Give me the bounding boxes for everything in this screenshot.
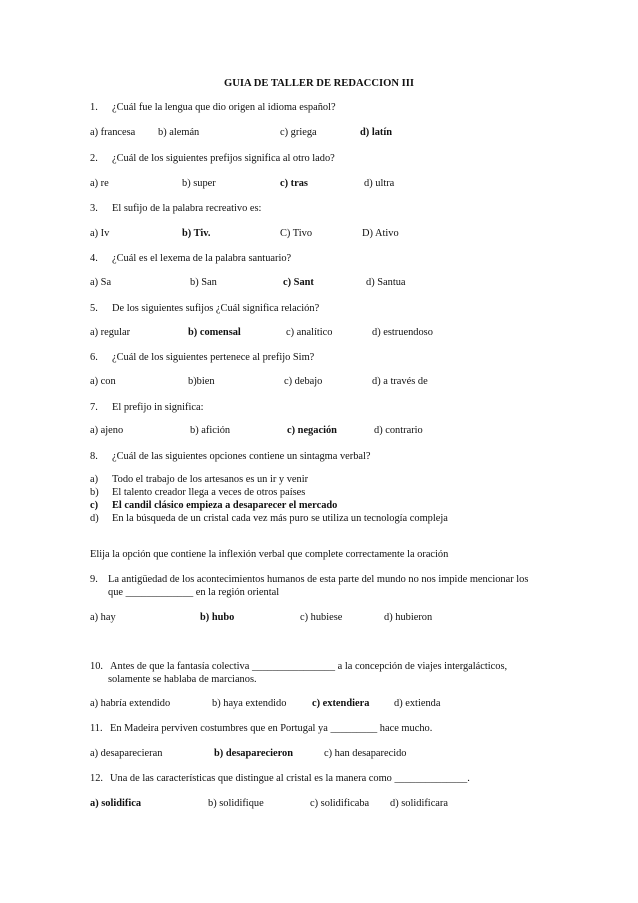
option-b-correct: b) desaparecieron bbox=[214, 748, 293, 759]
question-text: ¿Cuál fue la lengua que dio origen al idioma español? bbox=[112, 102, 336, 113]
option-d: d) contrario bbox=[374, 425, 423, 436]
question-text: ¿Cuál de los siguientes pertenece al prefijo Sim? bbox=[112, 352, 315, 363]
option-b: b)bien bbox=[188, 376, 215, 387]
option-c: c) griega bbox=[280, 127, 317, 138]
option-c-correct: c) Sant bbox=[283, 277, 314, 288]
q9-text-line2: que _____________ en la región oriental bbox=[108, 587, 280, 598]
option-b-correct: b) Tiv. bbox=[182, 228, 211, 239]
option-d-correct: d) latín bbox=[360, 127, 393, 138]
q12-text: Una de las características que distingue al cristal es la manera como ______________. bbox=[110, 773, 470, 784]
q9-number: 9. bbox=[90, 574, 98, 585]
question-number: 4. bbox=[90, 253, 98, 264]
option-text: En la búsqueda de un cristal cada vez más puro se utiliza un tecnología compleja bbox=[112, 513, 448, 524]
option-c: C) Tivo bbox=[280, 228, 313, 239]
option-b: b) afición bbox=[190, 425, 231, 436]
option-c-correct: c) extendiera bbox=[312, 698, 370, 709]
q11-number: 11. bbox=[90, 723, 103, 734]
question-number: 7. bbox=[90, 402, 98, 413]
option-d: d) estruendoso bbox=[372, 327, 433, 338]
option-a: a) re bbox=[90, 178, 109, 189]
option-a: a) ajeno bbox=[90, 425, 124, 436]
question-number: 1. bbox=[90, 102, 98, 113]
question-number: 2. bbox=[90, 153, 98, 164]
option-label: c) bbox=[90, 500, 99, 511]
q10-number: 10. bbox=[90, 661, 103, 672]
document-title: GUIA DE TALLER DE REDACCION III bbox=[223, 78, 415, 89]
q9-text-line1: La antigüedad de los acontecimientos humanos de esta parte del mundo no nos impide mencionar los bbox=[108, 574, 529, 585]
option-a: a) regular bbox=[90, 327, 131, 338]
option-b: b) alemán bbox=[158, 127, 200, 138]
question-number: 5. bbox=[90, 303, 98, 314]
option-c: c) hubiese bbox=[300, 612, 343, 623]
options-row-6 bbox=[90, 376, 560, 390]
options-row-7 bbox=[90, 425, 560, 439]
option-b-correct: b) hubo bbox=[200, 612, 235, 623]
option-a: a) habría extendido bbox=[90, 698, 171, 709]
q10-text-line2: solamente se hablaba de marcianos. bbox=[108, 674, 257, 685]
option-b: b) haya extendido bbox=[212, 698, 287, 709]
question-text: De los siguientes sufijos ¿Cuál significa relación? bbox=[112, 303, 320, 314]
option-a: a) Sa bbox=[90, 277, 112, 288]
options-row-1 bbox=[90, 127, 560, 141]
option-b: b) super bbox=[182, 178, 216, 189]
option-b: b) San bbox=[190, 277, 217, 288]
option-d: d) ultra bbox=[364, 178, 395, 189]
option-c-correct: c) negación bbox=[287, 425, 337, 436]
question-text: ¿Cuál es el lexema de la palabra santuario? bbox=[112, 253, 292, 264]
section-instruction: Elija la opción que contiene la inflexión verbal que complete correctamente la oración bbox=[90, 549, 449, 560]
option-a: a) con bbox=[90, 376, 116, 387]
option-a-correct: a) solidifica bbox=[90, 798, 142, 809]
option-a: a) francesa bbox=[90, 127, 136, 138]
q10-text-line1: Antes de que la fantasía colectiva ________________ a la concepción de viajes intergalácticos, bbox=[110, 661, 508, 672]
question-number: 3. bbox=[90, 203, 98, 214]
question-number: 8. bbox=[90, 451, 98, 462]
option-d: D) Ativo bbox=[362, 228, 399, 239]
option-label: a) bbox=[90, 474, 99, 485]
option-c: c) han desaparecido bbox=[324, 748, 407, 759]
options-row-10 bbox=[90, 698, 560, 712]
question-text: El sufijo de la palabra recreativo es: bbox=[112, 203, 262, 214]
options-row-11 bbox=[90, 748, 560, 762]
option-text: Todo el trabajo de los artesanos es un ir y venir bbox=[112, 474, 309, 485]
option-c: c) analítico bbox=[286, 327, 333, 338]
options-row-5 bbox=[90, 327, 560, 341]
option-a: a) Iv bbox=[90, 228, 110, 239]
options-row-4 bbox=[90, 277, 560, 291]
option-label: b) bbox=[90, 487, 99, 498]
option-c: c) debajo bbox=[284, 376, 323, 387]
option-d: d) extienda bbox=[394, 698, 441, 709]
option-a: a) desaparecieran bbox=[90, 748, 163, 759]
question-number: 6. bbox=[90, 352, 98, 363]
q12-number: 12. bbox=[90, 773, 103, 784]
option-text: El talento creador llega a veces de otros países bbox=[112, 487, 306, 498]
q11-text: En Madeira perviven costumbres que en Portugal ya _________ hace mucho. bbox=[110, 723, 433, 734]
option-b: b) solidifique bbox=[208, 798, 264, 809]
options-row-2 bbox=[90, 178, 560, 192]
option-a: a) hay bbox=[90, 612, 116, 623]
option-text: El candil clásico empieza a desaparecer el mercado bbox=[112, 500, 338, 511]
option-d: d) solidificara bbox=[390, 798, 448, 809]
options-row-9 bbox=[90, 612, 560, 626]
option-label: d) bbox=[90, 513, 99, 524]
option-d: d) a través de bbox=[372, 376, 428, 387]
question-text: ¿Cuál de las siguientes opciones contiene un sintagma verbal? bbox=[112, 451, 371, 462]
option-b-correct: b) comensal bbox=[188, 327, 241, 338]
options-row-3 bbox=[90, 228, 560, 242]
option-c-correct: c) tras bbox=[280, 178, 308, 189]
option-d: d) Santua bbox=[366, 277, 406, 288]
option-d: d) hubieron bbox=[384, 612, 433, 623]
options-row-12 bbox=[90, 798, 560, 812]
option-c: c) solidificaba bbox=[310, 798, 370, 809]
question-text: ¿Cuál de los siguientes prefijos significa al otro lado? bbox=[112, 153, 335, 164]
question-text: El prefijo in significa: bbox=[112, 402, 204, 413]
